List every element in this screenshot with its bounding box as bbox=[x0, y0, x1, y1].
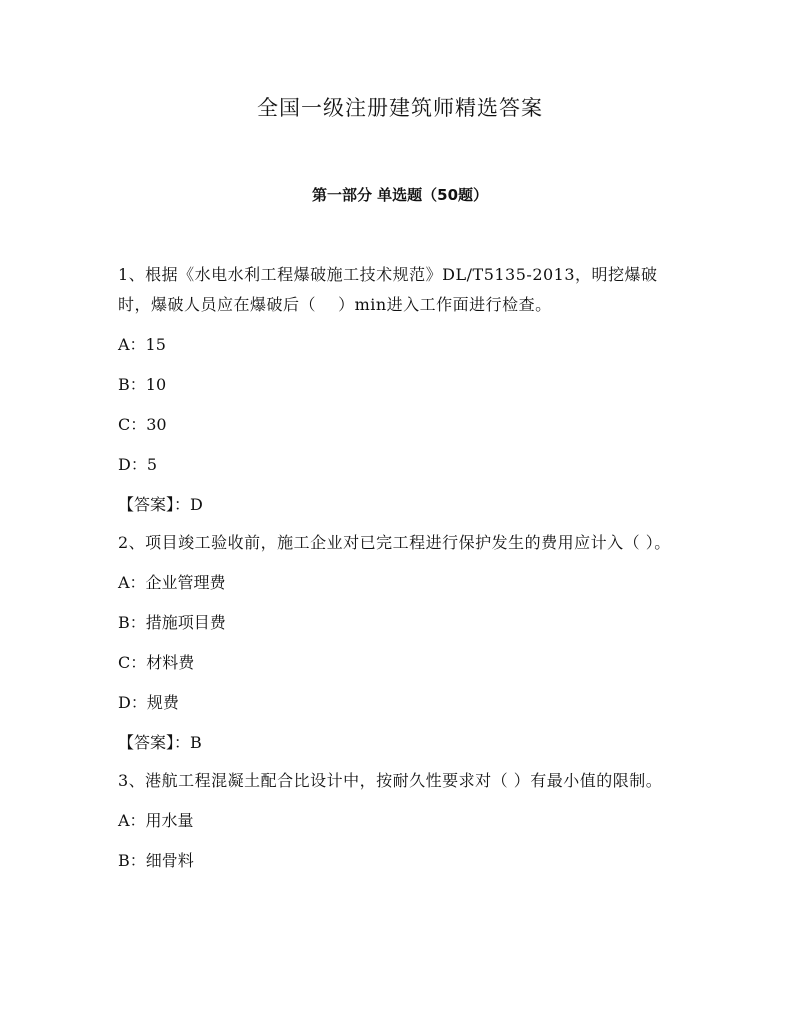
option-a: A：企业管理费 bbox=[118, 573, 226, 592]
question-3 bbox=[118, 766, 678, 876]
question-text: 1、根据《水电水利工程爆破施工技术规范》DL/T5135-2013，明挖爆破时，爆破人员应在爆破后（ ）min进入工作面进行检查。 bbox=[118, 265, 658, 314]
option-a: A：用水量 bbox=[118, 811, 194, 830]
section-title: 第一部分 单选题（50题） bbox=[311, 186, 489, 204]
option-d: D：5 bbox=[118, 455, 158, 474]
option-c: C：材料费 bbox=[118, 653, 195, 672]
document-title: 全国一级注册建筑师精选答案 bbox=[257, 96, 543, 120]
option-c: C：30 bbox=[118, 415, 167, 434]
option-a: A：15 bbox=[118, 335, 166, 354]
question-2 bbox=[118, 528, 678, 758]
question-1 bbox=[118, 260, 678, 520]
answer: 【答案】：B bbox=[118, 733, 202, 752]
question-list bbox=[118, 260, 678, 886]
option-b: B：细骨料 bbox=[118, 851, 194, 870]
answer: 【答案】：D bbox=[118, 495, 203, 514]
question-text: 2、项目竣工验收前，施工企业对已完工程进行保护发生的费用应计入（ ）。 bbox=[118, 533, 671, 552]
option-b: B：措施项目费 bbox=[118, 613, 226, 632]
option-b: B：10 bbox=[118, 375, 167, 394]
question-text: 3、港航工程混凝土配合比设计中，按耐久性要求对（ ）有最小值的限制。 bbox=[118, 771, 663, 790]
option-d: D：规费 bbox=[118, 693, 179, 712]
